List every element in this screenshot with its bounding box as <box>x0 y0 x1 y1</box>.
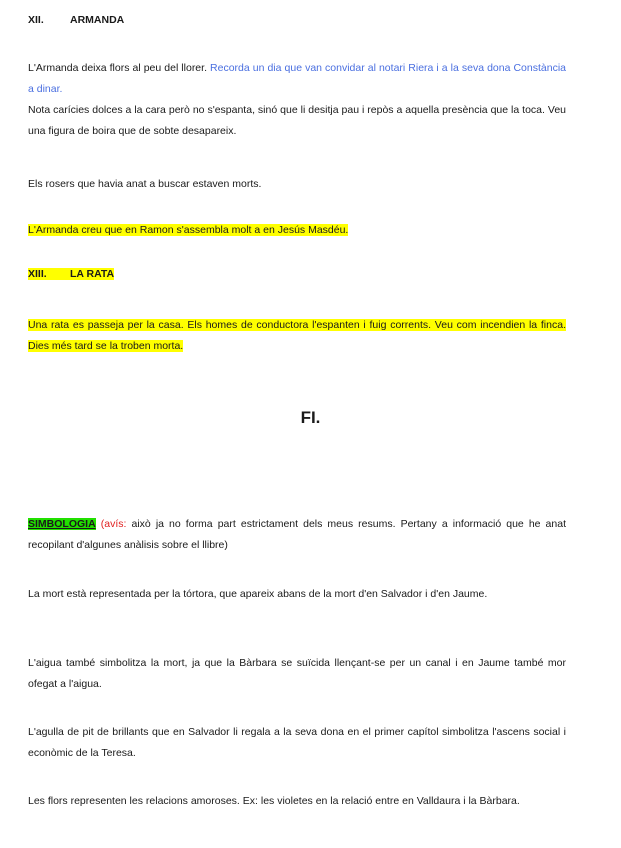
armanda-paragraph-4 <box>28 220 566 241</box>
paragraph-text: L'Armanda deixa flors al peu del llorer. <box>28 62 211 74</box>
note-label: (avís: <box>100 518 127 530</box>
end-marker: FI. <box>300 408 321 427</box>
section-heading-rata <box>28 266 114 282</box>
highlighted-text: L'Armanda creu que en Ramon s'assembla molt a en Jesús Masdéu. <box>28 224 349 236</box>
armanda-paragraph-1 <box>28 58 566 99</box>
section-heading-armanda <box>28 12 124 28</box>
blue-text: Recorda un dia que van convidar al notari Riera i a la seva dona Constància a dinar. <box>28 62 566 95</box>
section-number: XIII. <box>28 268 47 280</box>
armanda-paragraph-3: Els rosers que havia anat a buscar estaven morts. <box>28 178 262 190</box>
section-title: LA RATA <box>70 268 115 280</box>
section-title: ARMANDA <box>70 14 125 26</box>
simbologia-item: L'aigua també simbolitza la mort, ja que la Bàrbara se suïcida llençant-se per un canal i en Jaume també mor ofegat a l'aigua. <box>28 657 566 690</box>
section-number: XII. <box>28 14 44 26</box>
simbologia-label: SIMBOLOGIA <box>28 518 96 530</box>
highlighted-text: Una rata es passeja per la casa. Els homes de conductora l'espanten i fuig corrents. Veu com incendien la finca. Dies més tard se la troben morta. <box>28 319 566 352</box>
simbologia-item: La mort està representada per la tórtora, que apareix abans de la mort d'en Salvador i d'en Jaume. <box>28 588 488 600</box>
simbologia-item: L'agulla de pit de brillants que en Salvador li regala a la seva dona en el primer capítol simbolitza l'ascens social i econòmic de la Teresa. <box>28 726 566 759</box>
armanda-paragraph-2: Nota carícies dolces a la cara però no s'espanta, sinó que li desitja pau i repòs a aquella presència que la toca. Veu una figura de boira que de sobte desapareix. <box>28 104 566 137</box>
simbologia-intro <box>28 514 566 555</box>
simbologia-item: Les flors representen les relacions amoroses. Ex: les violetes en la relació entre en Valldaura i la Bàrbara. <box>28 795 520 807</box>
rata-paragraph-1 <box>28 315 566 356</box>
note-text: això ja no forma part estrictament dels meus resums. Pertany a informació que he anat recopilant d'algunes anàlisis sobre el llibre) <box>28 518 566 551</box>
